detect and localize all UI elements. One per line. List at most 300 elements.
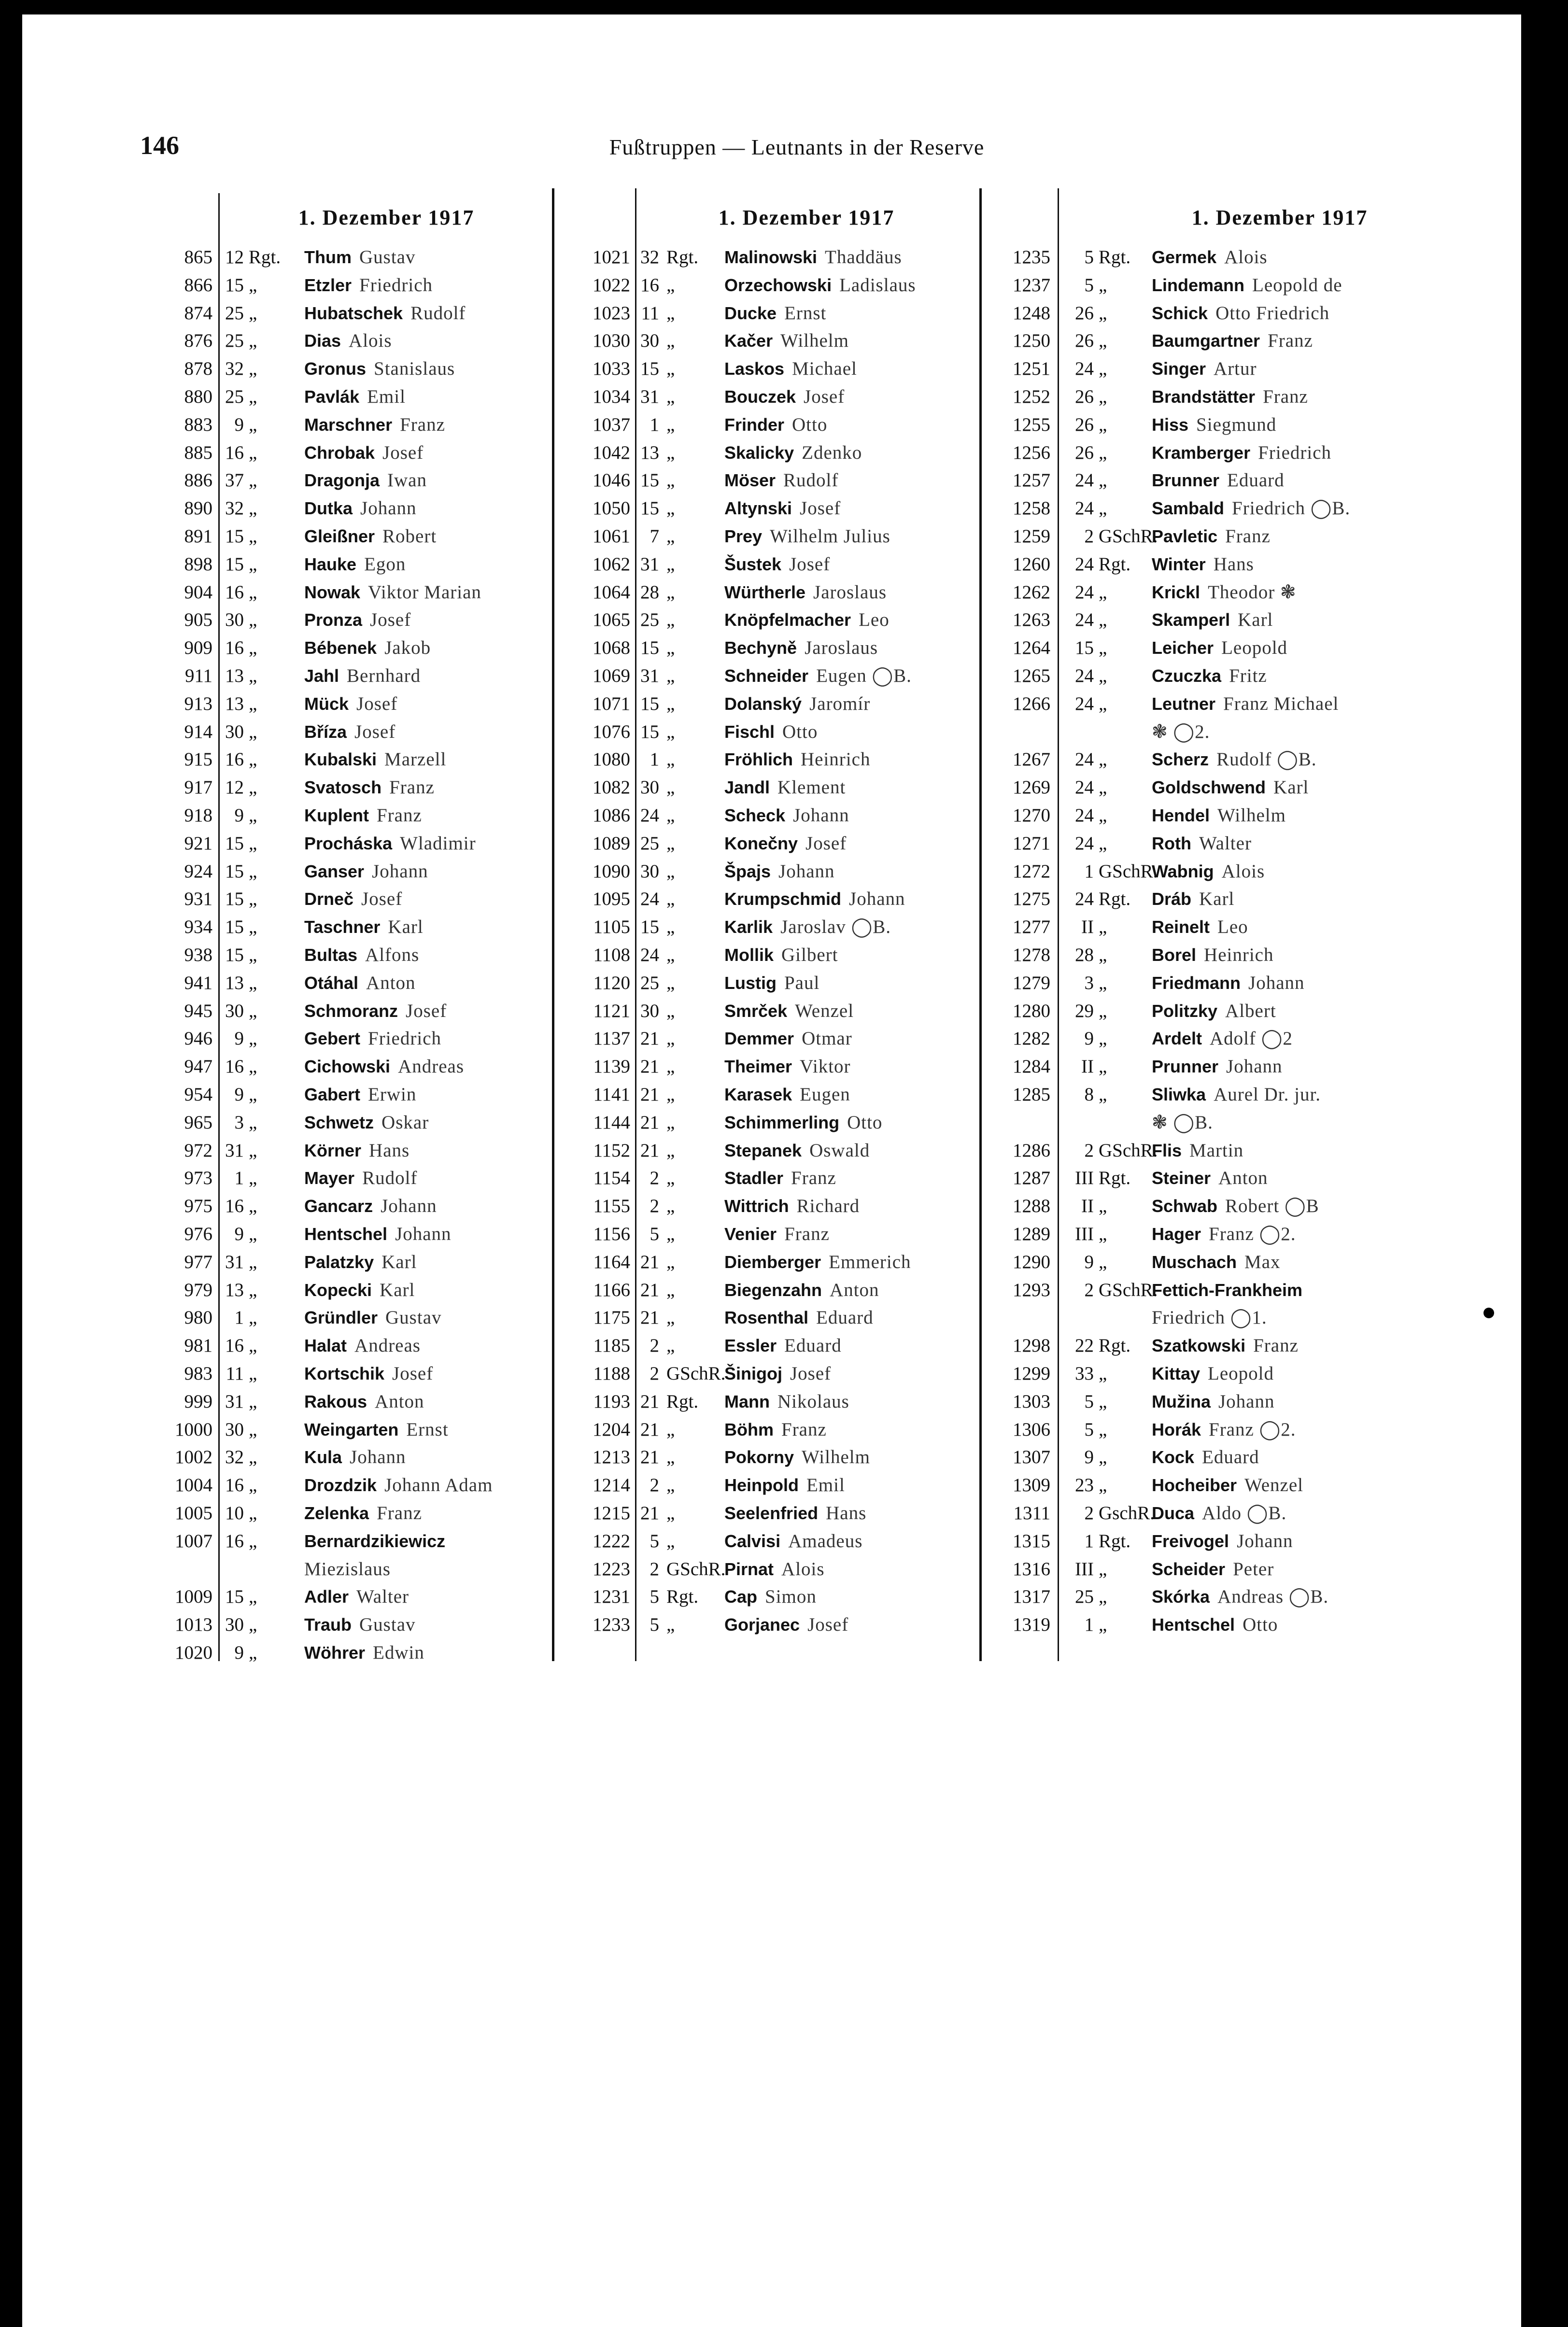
unit-abbreviation: Rgt. [666,247,699,268]
given-name: Johann [395,1224,452,1244]
surname: Szatkowski [1152,1336,1246,1356]
unit-abbreviation: „ [249,860,257,882]
entry-number: 1050 [593,498,630,519]
regiment-number: 30 [640,860,659,882]
surname: Wittrich [724,1196,789,1216]
given-name: Franz ◯2. [1209,1224,1296,1244]
given-name: Heinrich [801,749,871,770]
unit-abbreviation: GSchR. [1099,1140,1158,1161]
regiment-number: 30 [225,1000,244,1021]
given-name: Friedrich ◯B. [1232,498,1351,519]
entry-number: 1270 [1013,805,1050,826]
unit-abbreviation: „ [249,1391,257,1412]
given-name: Otto [1243,1614,1278,1636]
entry-number: 1265 [1013,665,1050,686]
surname: Sliwka [1152,1085,1206,1104]
list-item [0,1583,1497,1610]
given-name: Wenzel [795,1000,854,1021]
entry-number: 1193 [593,1391,630,1412]
entry-number: 1022 [593,274,630,296]
given-name: Otto [847,1112,883,1133]
unit-abbreviation: „ [666,1335,675,1356]
unit-abbreviation: „ [666,1614,675,1636]
unit-abbreviation: „ [249,470,257,491]
given-name: Franz [781,1419,827,1440]
entry-number: 1289 [1013,1224,1050,1244]
given-name: Anton [830,1279,879,1300]
surname: Šustek [724,554,782,574]
surname: Böhm [724,1419,774,1439]
regiment-number: 24 [1075,665,1094,686]
given-name: Friedrich [368,1028,442,1049]
unit-abbreviation: „ [249,1224,257,1244]
unit-abbreviation: „ [1099,330,1107,352]
unit-abbreviation: „ [666,1251,675,1272]
surname: Germek [1152,247,1217,267]
unit-abbreviation: „ [249,637,257,659]
list-item [0,1249,1497,1276]
given-name: Leo [1217,917,1248,938]
unit-abbreviation: „ [1099,609,1107,631]
surname: Drneč [304,889,354,909]
surname: Jandl [724,777,770,798]
given-name: Leo [859,609,890,631]
list-item [0,886,1497,913]
regiment-number: 15 [225,860,244,882]
surname: Etzler [304,275,352,295]
entry-number: 1068 [593,637,630,659]
unit-abbreviation: „ [249,665,257,686]
list-item [0,1388,1497,1415]
surname: Pirnat [724,1559,774,1579]
entry-number: 1164 [593,1251,630,1272]
surname: Duca [1152,1503,1195,1523]
entry-number: 1144 [593,1112,630,1133]
given-name: Rudolf [410,302,466,324]
regiment-number: 24 [640,945,659,965]
unit-abbreviation: GSchR. [666,1363,726,1384]
surname: Reinelt [1152,917,1210,937]
given-name: Alois [1221,860,1265,882]
entry-number: 1185 [593,1335,630,1356]
regiment-number: 8 [1084,1084,1094,1105]
regiment-number: 1 [650,749,659,770]
entry-number: 1315 [1013,1530,1050,1551]
entry-number: 1214 [593,1475,630,1496]
entry-number: 1166 [593,1279,630,1300]
surname: Politzky [1152,1001,1218,1021]
unit-abbreviation: „ [249,581,257,603]
regiment-number: 3 [234,1112,244,1133]
unit-abbreviation: „ [666,1307,675,1328]
surname: Prey [724,526,763,546]
list-item [0,1360,1497,1387]
regiment-number: 2 [1084,1279,1094,1300]
unit-abbreviation: „ [666,1000,675,1021]
regiment-number: 30 [225,721,244,742]
surname: Traub [304,1615,352,1635]
given-name: Edwin [373,1642,424,1663]
unit-abbreviation: „ [666,972,675,993]
regiment-number: 26 [1075,386,1094,407]
surname: Kula [304,1447,342,1467]
list-item [0,606,1497,634]
given-name: Franz [376,805,422,826]
entry-number: 1064 [593,581,630,603]
surname: Steiner [1152,1168,1211,1188]
surname: Karasek [724,1085,792,1104]
unit-abbreviation: GschR. [1099,1503,1155,1523]
entry-number: 1204 [593,1419,630,1440]
list-item [0,1332,1497,1359]
regiment-number: 9 [234,1642,244,1663]
unit-abbreviation: „ [666,832,675,854]
regiment-number: 9 [234,414,244,435]
column-1-title: 1. Dezember 1917 [298,206,475,229]
given-name: Alois [1224,247,1268,268]
entry-number: 947 [184,1056,212,1077]
surname: Stadler [724,1168,784,1188]
entry-number: 1009 [175,1586,212,1608]
entry-number: 890 [184,498,212,519]
unit-abbreviation: „ [666,693,675,714]
given-name: Wilhelm [1217,805,1286,826]
regiment-number: 32 [225,498,244,519]
entry-number: 1076 [593,721,630,742]
surname: Muschach [1152,1252,1237,1272]
surname: Leicher [1152,638,1214,658]
regiment-number: 5 [1084,1419,1094,1440]
regiment-number: 16 [225,1335,244,1356]
regiment-number: 1 [1084,1614,1094,1636]
given-name: Simon [765,1586,817,1608]
unit-abbreviation: „ [249,1279,257,1300]
entry-number: 1299 [1013,1363,1050,1384]
regiment-number: 24 [640,805,659,826]
regiment-number: 26 [1075,414,1094,435]
entry-number: 1235 [1013,247,1050,268]
unit-abbreviation: „ [666,330,675,352]
surname: Gebert [304,1029,361,1049]
list-item [0,1500,1497,1527]
surname: Fröhlich [724,749,793,770]
regiment-number: 5 [650,1530,659,1551]
given-name: Franz [400,414,445,435]
given-name: Siegmund [1196,414,1277,435]
regiment-number: 5 [1084,1391,1094,1412]
given-name: Leopold [1221,637,1288,659]
entry-number: 1277 [1013,917,1050,938]
surname: Palatzky [304,1252,374,1272]
unit-abbreviation: „ [666,888,675,910]
surname: Mužina [1152,1391,1211,1411]
unit-abbreviation: „ [249,1000,257,1021]
regiment-number: 25 [1075,1586,1094,1608]
surname: Zelenka [304,1503,369,1523]
entry-number: 1095 [593,888,630,910]
given-name: Emmerich [829,1251,911,1272]
unit-abbreviation: „ [666,1447,675,1468]
regiment-number: 2 [1084,1503,1094,1523]
list-item [0,1304,1497,1331]
surname: Cichowski [304,1057,391,1077]
given-name: Josef [354,721,396,742]
surname: Fischl [724,721,775,742]
surname: Dragonja [304,470,380,491]
regiment-number: 9 [1084,1251,1094,1272]
unit-abbreviation: „ [1099,832,1107,854]
regiment-number: 24 [1075,581,1094,603]
given-name: Rudolf [362,1168,418,1189]
entry-number: 1139 [593,1056,630,1077]
surname: Taschner [304,917,381,937]
entry-number: 1046 [593,470,630,491]
given-name: Franz ◯2. [1209,1419,1296,1440]
regiment-number: 2 [650,1475,659,1496]
regiment-number: 32 [225,358,244,380]
surname: Scheck [724,805,786,825]
unit-abbreviation: „ [1099,1028,1107,1049]
regiment-number: 16 [225,581,244,603]
given-name: Franz [1263,386,1308,407]
unit-abbreviation: „ [1099,1391,1107,1412]
regiment-number: 21 [640,1503,659,1523]
entry-number: 1248 [1013,302,1050,324]
given-name: Karl [380,1279,415,1300]
unit-abbreviation: „ [249,498,257,519]
surname: Gründler [304,1308,378,1328]
entry-number: 1175 [593,1307,630,1328]
entry-number: 915 [184,749,212,770]
surname: Scheider [1152,1559,1226,1579]
unit-abbreviation: „ [1099,1447,1107,1468]
unit-abbreviation: „ [249,777,257,798]
entry-number: 1282 [1013,1028,1050,1049]
given-name: Wilhelm [780,330,849,352]
page-number: 146 [140,131,179,160]
entry-number: 946 [184,1028,212,1049]
unit-abbreviation: GSchR. [1099,526,1158,547]
entry-number: 1266 [1013,693,1050,714]
given-name: Walter [1199,832,1252,854]
regiment-number: 13 [225,665,244,686]
entry-number: 1090 [593,860,630,882]
entry-number: 938 [184,945,212,965]
list-item [0,523,1497,550]
regiment-number: 2 [650,1168,659,1189]
surname: Wöhrer [304,1643,365,1663]
given-name: Anton [366,972,416,993]
list-item [0,691,1497,718]
unit-abbreviation: GSchR. [1099,1279,1158,1300]
regiment-number: 15 [640,358,659,380]
unit-abbreviation: „ [249,805,257,826]
entry-number: 1069 [593,665,630,686]
regiment-number: 16 [225,1530,244,1551]
regiment-number: 15 [225,274,244,296]
margin-ink-dot [1483,1308,1494,1318]
given-name: Eduard [1227,470,1285,491]
surname: Seelenfried [724,1503,819,1523]
scan-border-right [1521,0,1568,2327]
surname: Gronus [304,359,367,379]
entry-number: 1279 [1013,972,1050,993]
unit-abbreviation: „ [249,945,257,965]
unit-abbreviation: „ [1099,358,1107,380]
regiment-number: 24 [1075,498,1094,519]
given-name: Eugen ◯B. [816,665,912,686]
given-name: Karl [1273,777,1309,798]
regiment-number: 5 [1084,247,1094,268]
surname: Orzechowski [724,275,832,295]
entry-number: 1152 [593,1140,630,1161]
unit-abbreviation: „ [249,721,257,742]
given-name: Jaromír [809,693,871,714]
given-name: Karl [1238,609,1273,631]
regiment-number: 28 [640,581,659,603]
surname: Hubatschek [304,303,403,323]
given-name: Leopold de [1252,274,1342,296]
given-name: Zdenko [802,442,862,463]
surname: Jahl [304,666,339,686]
entry-number: 1269 [1013,777,1050,798]
surname: Skórka [1152,1587,1210,1607]
given-name: Josef [382,442,424,463]
entry-number: 1061 [593,526,630,547]
regiment-number: 11 [226,1363,244,1384]
entry-number: 965 [184,1112,212,1133]
list-item [0,1053,1497,1080]
regiment-number: 1 [1084,1530,1094,1551]
given-name: Miezislaus [304,1558,391,1580]
unit-abbreviation: „ [1099,581,1107,603]
unit-abbreviation: „ [1099,749,1107,770]
given-name: Nikolaus [777,1391,849,1412]
regiment-number: 25 [640,832,659,854]
given-name: Friedrich ◯1. [1152,1307,1267,1328]
surname: Borel [1152,945,1197,965]
regiment-number: 24 [1075,888,1094,910]
entry-number: 913 [184,693,212,714]
entry-number: 945 [184,1000,212,1021]
unit-abbreviation: „ [1099,805,1107,826]
surname: Karlik [724,917,773,937]
regiment-number: 7 [650,526,659,547]
regiment-number: 30 [225,1614,244,1636]
surname: Pokorny [724,1447,794,1467]
unit-abbreviation: „ [1099,1000,1107,1021]
regiment-number: 30 [640,777,659,798]
unit-abbreviation: „ [249,1419,257,1440]
unit-abbreviation: „ [1099,972,1107,993]
unit-abbreviation: „ [666,1196,675,1217]
unit-abbreviation: „ [666,917,675,938]
unit-abbreviation: „ [1099,1056,1107,1077]
entry-number: 981 [184,1335,212,1356]
entry-number: 1316 [1013,1558,1050,1580]
regiment-number: 21 [640,1447,659,1468]
entry-number: 1004 [175,1475,212,1496]
entry-number: 1062 [593,553,630,575]
surname: Würtherle [724,582,806,602]
regiment-number: II [1081,1196,1094,1217]
unit-abbreviation: „ [1099,693,1107,714]
regiment-number: 31 [225,1391,244,1412]
regiment-number: 15 [225,553,244,575]
given-name: Walter [356,1586,409,1608]
regiment-number: 3 [1084,972,1094,993]
surname: Ardelt [1152,1029,1202,1049]
given-name: Amadeus [788,1530,863,1551]
regiment-number: 24 [1075,777,1094,798]
surname: Hager [1152,1224,1201,1244]
surname: Dráb [1152,889,1192,909]
unit-abbreviation: „ [249,1614,257,1636]
regiment-number: 24 [640,888,659,910]
regiment-number: 5 [1084,274,1094,296]
regiment-number: 1 [234,1307,244,1328]
given-name: Viktor Marian [368,581,481,603]
unit-abbreviation: „ [249,1503,257,1523]
entry-number: 954 [184,1084,212,1105]
regiment-number: 15 [225,888,244,910]
unit-abbreviation: „ [666,1503,675,1523]
surname: Konečny [724,833,798,853]
list-item [0,495,1497,522]
list-item [0,1277,1497,1304]
unit-abbreviation: „ [1099,414,1107,435]
unit-abbreviation: „ [249,1335,257,1356]
regiment-number: 21 [640,1140,659,1161]
given-name: Johann [350,1447,406,1468]
unit-abbreviation: „ [666,805,675,826]
given-name: Marzell [384,749,447,770]
unit-abbreviation: „ [1099,1224,1107,1244]
list-item [0,1165,1497,1192]
surname: Bébenek [304,638,377,658]
surname: Fettich-Frankheim [1152,1280,1303,1300]
surname: Otáhal [304,973,359,993]
entry-number: 1071 [593,693,630,714]
surname: Friedmann [1152,973,1241,993]
given-name: Josef [804,386,845,407]
unit-abbreviation: „ [666,609,675,631]
given-name: Aurel Dr. jur. [1214,1084,1321,1105]
entry-number: 876 [184,330,212,352]
unit-abbreviation: „ [249,414,257,435]
entry-number: 1298 [1013,1335,1050,1356]
regiment-number: 15 [225,917,244,938]
regiment-number: 25 [225,302,244,324]
entry-number: 1256 [1013,442,1050,463]
given-name: Friedrich [1258,442,1332,463]
surname: Bultas [304,945,358,965]
entry-number: 934 [184,917,212,938]
regiment-number: 15 [225,945,244,965]
given-name: Alfons [365,945,420,965]
unit-abbreviation: „ [666,1279,675,1300]
given-name: Peter [1233,1558,1274,1580]
given-name: Martin [1189,1140,1244,1161]
unit-abbreviation: „ [249,1642,257,1663]
surname: Adler [304,1587,349,1607]
surname: Rakous [304,1391,367,1411]
list-item [0,1639,1497,1666]
unit-abbreviation: „ [666,1475,675,1496]
unit-abbreviation: „ [666,1224,675,1244]
regiment-number: 2 [650,1558,659,1580]
regiment-number: III [1075,1558,1094,1580]
